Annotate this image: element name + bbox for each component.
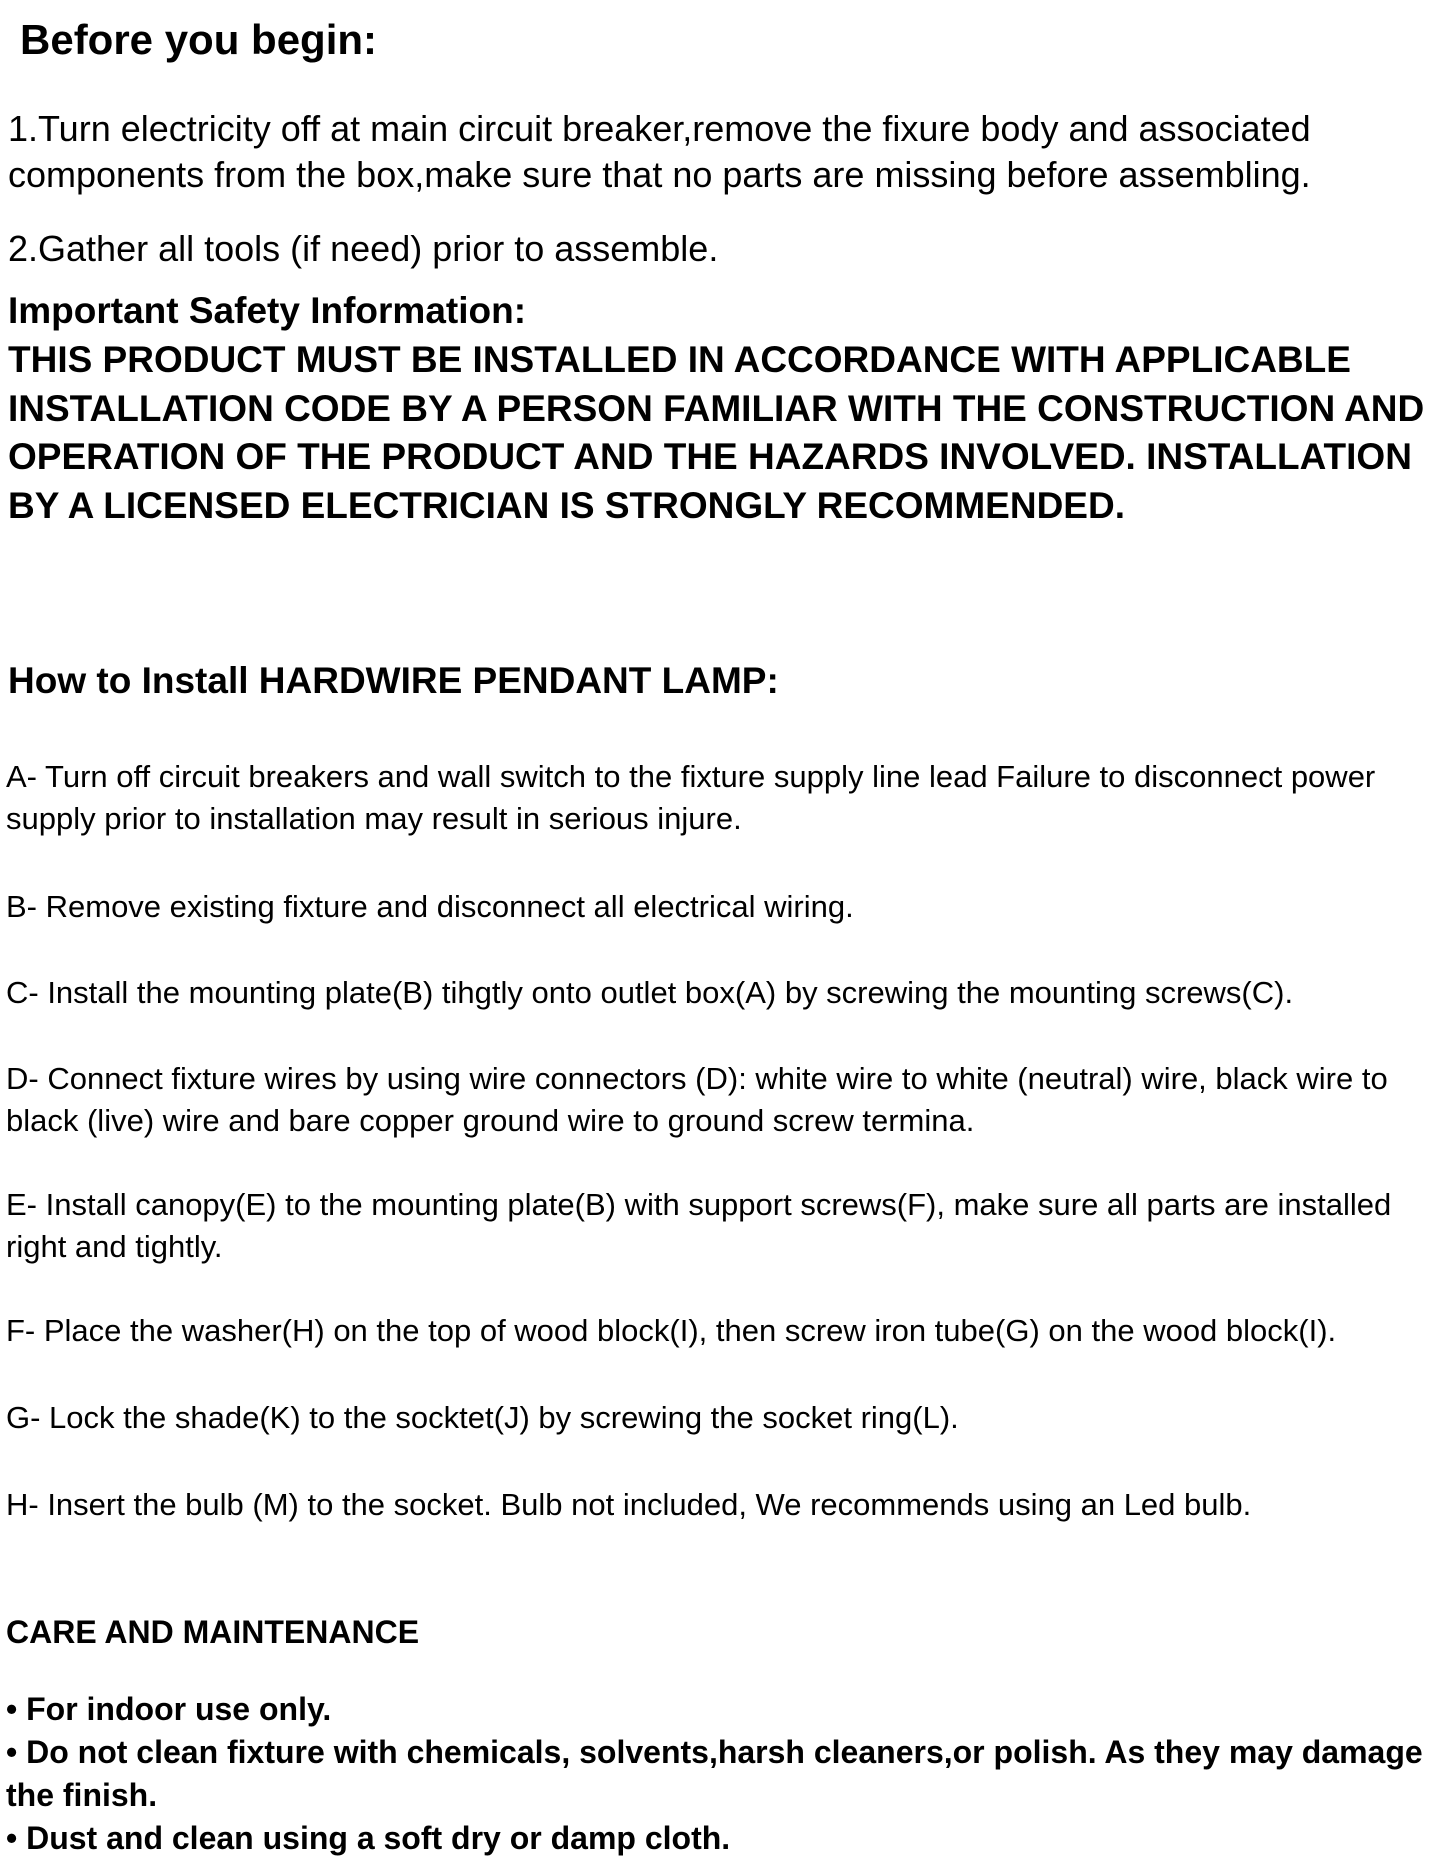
install-step-c: C- Install the mounting plate(B) tihgtly onto outlet box(A) by screwing the mounting screws(C).: [6, 975, 1294, 1010]
bullet-icon: •: [6, 1734, 18, 1770]
safety-warning: THIS PRODUCT MUST BE INSTALLED IN ACCORDANCE WITH APPLICABLE INSTALLATION CODE BY A PERSON FAMILIAR WITH THE CONSTRUCTION AND OPERATION OF THE PRODUCT AND THE HAZARDS INVOLVED. INSTALLATION BY A LICENSED ELECTRICIAN IS STRONGLY RECOMMENDED.: [8, 339, 1425, 526]
care-item: [6, 1817, 1431, 1860]
install-step-b: B- Remove existing fixture and disconnect all electrical wiring.: [6, 889, 854, 924]
bullet-icon: •: [6, 1820, 18, 1856]
care-heading: CARE AND MAINTENANCE: [6, 1614, 420, 1650]
prep-step-1: 1.Turn electricity off at main circuit breaker,remove the fixure body and associated components from the box,make sure that no parts are missing before assembling.: [8, 108, 1311, 195]
install-step-a: A- Turn off circuit breakers and wall switch to the fixture supply line lead Failure to disconnect power supply prior to installation may result in serious injure.: [6, 759, 1376, 836]
care-item: [6, 1688, 1431, 1731]
install-heading: How to Install HARDWIRE PENDANT LAMP:: [8, 660, 779, 701]
care-item-text: Dust and clean using a soft dry or damp cloth.: [26, 1820, 731, 1856]
bullet-icon: •: [6, 1691, 18, 1727]
install-step-d: D- Connect fixture wires by using wire connectors (D): white wire to white (neutral) wire, black wire to black (live) wire and bare copper ground wire to ground screw termina.: [6, 1061, 1388, 1138]
care-list: [6, 1688, 1431, 1860]
install-step-e: E- Install canopy(E) to the mounting plate(B) with support screws(F), make sure all parts are installed right and tightly.: [6, 1187, 1392, 1264]
prep-step-2: 2.Gather all tools (if need) prior to assemble.: [8, 228, 719, 269]
care-item-text: Do not clean fixture with chemicals, solvents,harsh cleaners,or polish. As they may damage the finish.: [6, 1734, 1423, 1813]
care-item-text: For indoor use only.: [26, 1691, 332, 1727]
install-step-g: G- Lock the shade(K) to the socktet(J) by screwing the socket ring(L).: [6, 1400, 959, 1435]
install-step-h: H- Insert the bulb (M) to the socket. Bulb not included, We recommends using an Led bulb.: [6, 1487, 1252, 1522]
safety-heading: Important Safety Information:: [8, 290, 527, 331]
before-you-begin-heading: Before you begin:: [20, 16, 378, 63]
install-step-f: F- Place the washer(H) on the top of wood block(I), then screw iron tube(G) on the wood block(I).: [6, 1313, 1337, 1348]
care-item: [6, 1731, 1431, 1817]
